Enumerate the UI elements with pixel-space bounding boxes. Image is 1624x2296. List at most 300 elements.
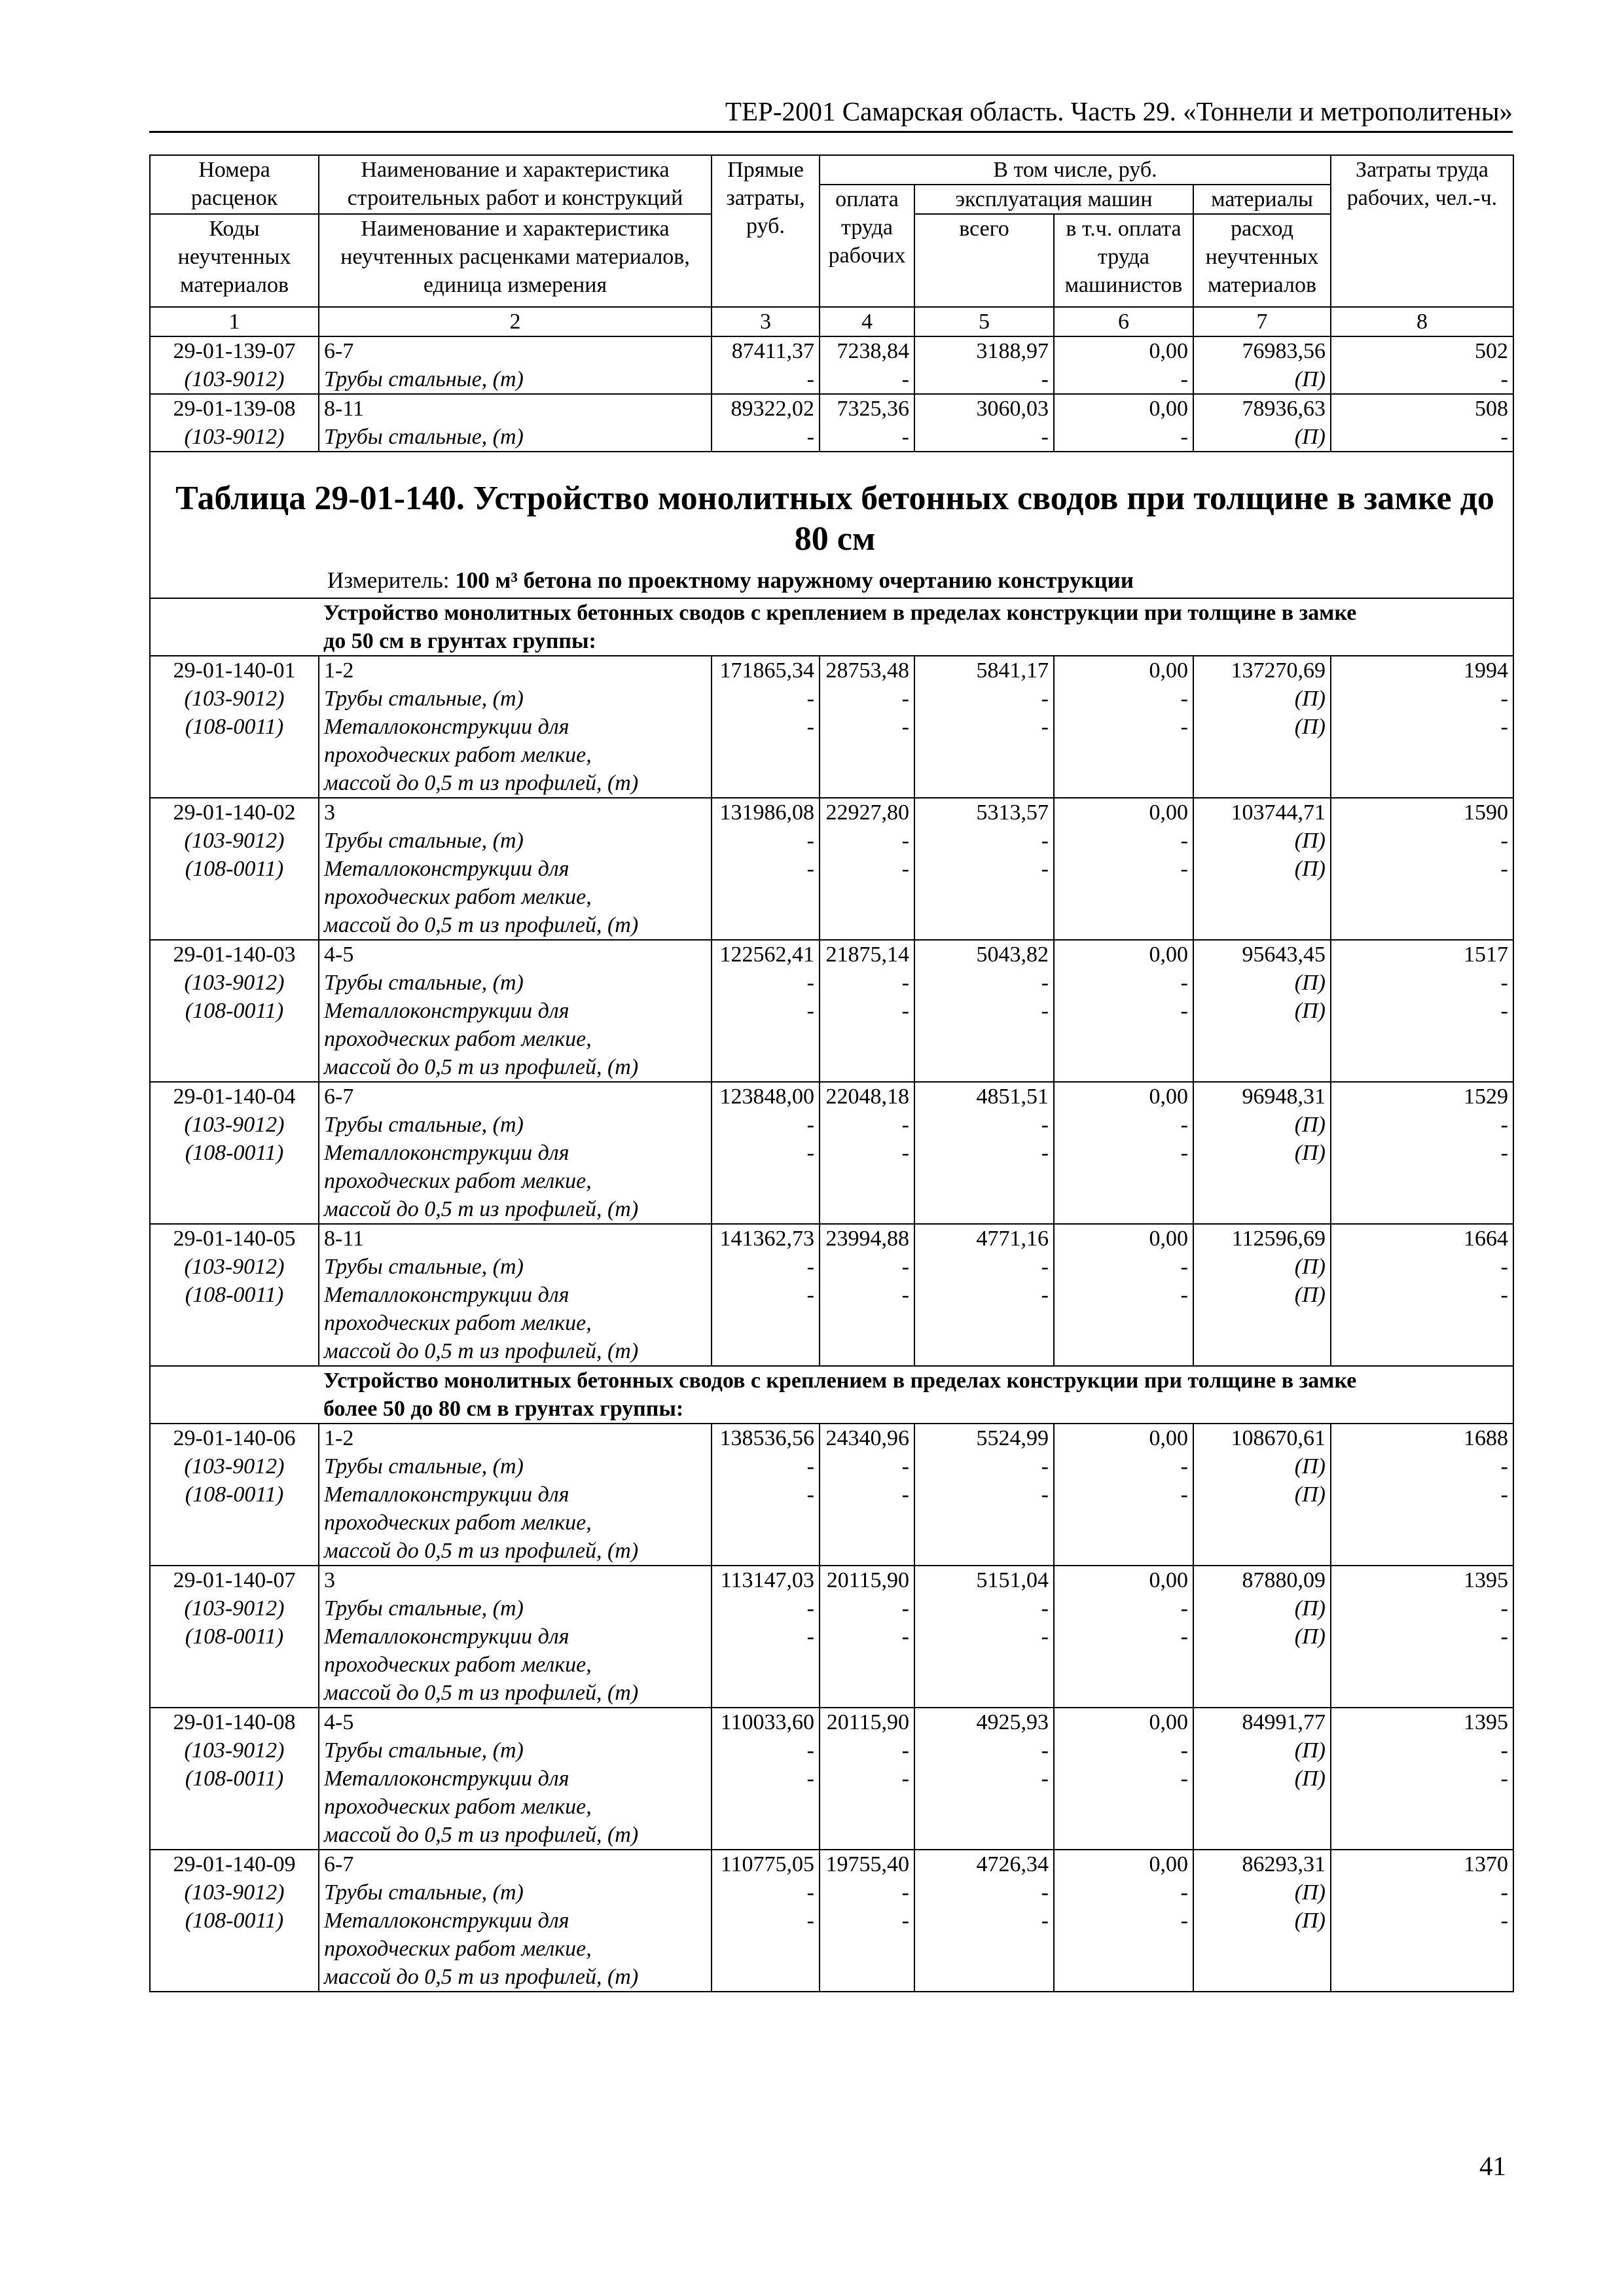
dash-placeholder: - (901, 1141, 909, 1165)
material-code: (103-9012) (184, 687, 285, 711)
materials-cell (1193, 798, 1331, 940)
table-title: Таблица 29-01-140. Устройство монолитных бетонных сводов при толщине в замке до 80 см (175, 480, 1494, 558)
spacer (155, 1679, 314, 1707)
rate-code: 29-01-140-06 (173, 1426, 296, 1450)
spacer (1199, 1821, 1326, 1849)
dash-placeholder: - (901, 425, 909, 449)
material-name-line: проходческих работ мелкие, (324, 1795, 592, 1819)
dash-placeholder: - (1041, 1482, 1049, 1507)
direct-costs-cell (712, 394, 820, 452)
rate-name: 4-5 (324, 942, 354, 967)
machines-wages: 0,00 (1149, 800, 1188, 825)
section-title-line: Устройство монолитных бетонных сводов с креплением в пределах конструкции при толщине в замке (323, 1369, 1357, 1393)
spacer (1059, 1651, 1188, 1679)
rate-name: 6-7 (324, 1085, 354, 1109)
material-name-line: Трубы стальные, (т) (324, 1596, 524, 1621)
column-number: 5 (914, 307, 1054, 336)
machines-wages-cell (1054, 940, 1193, 1082)
spacer (1059, 1793, 1188, 1821)
dash-placeholder: - (1041, 425, 1049, 449)
dash-placeholder: - (901, 1767, 909, 1791)
rate-name: 6-7 (324, 339, 354, 363)
spacer (825, 1167, 909, 1195)
dash-placeholder: - (1041, 999, 1049, 1023)
material-code: (108-0011) (185, 1283, 284, 1307)
spacer (1059, 741, 1188, 769)
measure-unit-value: 100 м³ бетона по проектному наружному очертанию конструкции (455, 567, 1134, 593)
dash-placeholder: - (901, 367, 909, 391)
dash-placeholder: - (901, 1113, 909, 1137)
spacer (155, 1309, 314, 1337)
page-header-text: ТЕР-2001 Самарская область. Часть 29. «Тоннели и метрополитены» (725, 96, 1513, 126)
section-title-line: Устройство монолитных бетонных сводов с креплением в пределах конструкции при толщине в замке (323, 601, 1357, 625)
spacer (1199, 741, 1326, 769)
spacer (920, 1337, 1049, 1365)
dash-placeholder: - (1500, 715, 1508, 739)
labor-cell (1331, 656, 1513, 798)
dash-placeholder: - (1180, 1738, 1188, 1763)
spacer (1199, 1195, 1326, 1223)
spacer (1059, 1821, 1188, 1849)
material-name-line: Металлоконструкции для (324, 1283, 569, 1307)
rate-row (150, 1224, 1513, 1366)
materials-cost: 95643,45 (1242, 942, 1326, 967)
rate-name: 1-2 (324, 1426, 354, 1450)
spacer (920, 1537, 1049, 1565)
labor-hours: 1395 (1464, 1710, 1508, 1734)
dash-placeholder: - (1180, 1767, 1188, 1791)
direct-costs-cell (712, 1224, 820, 1366)
labor-hours: 1590 (1464, 800, 1508, 825)
spacer (920, 1167, 1049, 1195)
machines-wages-cell (1054, 1224, 1193, 1366)
spacer (1336, 1025, 1508, 1053)
material-name-line: массой до 0,5 т из профилей, (т) (324, 1055, 639, 1079)
wages-cell (820, 1424, 914, 1566)
material-price-ref: (П) (1294, 1624, 1326, 1649)
wages: 21875,14 (825, 942, 909, 967)
dash-placeholder: - (1180, 971, 1188, 995)
direct-costs: 89322,02 (731, 397, 814, 421)
machines-total: 3060,03 (976, 397, 1049, 421)
dash-placeholder: - (806, 971, 814, 995)
dash-placeholder: - (1041, 715, 1049, 739)
direct-costs-cell (712, 940, 820, 1082)
spacer (1059, 883, 1188, 911)
machines-total-cell (914, 336, 1054, 394)
direct-costs: 131986,08 (719, 800, 814, 825)
machines-wages: 0,00 (1149, 1227, 1188, 1251)
spacer (155, 1167, 314, 1195)
dash-placeholder: - (1180, 1454, 1188, 1479)
section-title-cell (319, 1366, 1513, 1424)
machines-wages-cell (1054, 1566, 1193, 1708)
direct-costs-cell (712, 1424, 820, 1566)
wages-cell (820, 798, 914, 940)
section-title-cell (319, 598, 1513, 656)
machines-total: 5313,57 (976, 800, 1049, 825)
rate-row (150, 798, 1513, 940)
dash-placeholder: - (1180, 1596, 1188, 1621)
column-number: 6 (1054, 307, 1193, 336)
machines-wages: 0,00 (1149, 1426, 1188, 1450)
rate-name-cell (319, 798, 712, 940)
dash-placeholder: - (1500, 1909, 1508, 1933)
rate-row (150, 1708, 1513, 1850)
dash-placeholder: - (1180, 1283, 1188, 1307)
col-header-material-names: Наименование и характеристика неучтенных расценками материалов, единица измерения (319, 214, 712, 307)
material-name-line: проходческих работ мелкие, (324, 1169, 592, 1193)
dash-placeholder: - (1180, 715, 1188, 739)
dash-placeholder: - (1500, 1880, 1508, 1905)
material-price-ref: (П) (1294, 1909, 1326, 1933)
direct-costs-cell (712, 1566, 820, 1708)
machines-wages: 0,00 (1149, 397, 1188, 421)
measure-unit-label: Измеритель: (327, 567, 450, 593)
machines-wages-cell (1054, 1082, 1193, 1224)
spacer (825, 911, 909, 939)
dash-placeholder: - (901, 1255, 909, 1279)
rate-name-cell (319, 336, 712, 394)
section-title-line: более 50 до 80 см в грунтах группы: (323, 1397, 684, 1421)
labor-cell (1331, 1424, 1513, 1566)
material-price-ref: (П) (1294, 1738, 1326, 1763)
machines-total-cell (914, 798, 1054, 940)
material-name-line: проходческих работ мелкие, (324, 743, 592, 767)
spacer (155, 741, 314, 769)
materials-cost: 103744,71 (1231, 800, 1326, 825)
spacer (825, 1679, 909, 1707)
dash-placeholder: - (1041, 1738, 1049, 1763)
col-header-machines: эксплуатация машин (914, 185, 1193, 214)
direct-costs: 122562,41 (719, 942, 814, 967)
direct-costs: 138536,56 (719, 1426, 814, 1450)
materials-cell (1193, 1850, 1331, 1992)
dash-placeholder: - (1500, 1283, 1508, 1307)
spacer (920, 1679, 1049, 1707)
dash-placeholder: - (806, 1255, 814, 1279)
spacer (1199, 1793, 1326, 1821)
material-price-ref: (П) (1294, 1283, 1326, 1307)
material-name-line: Металлоконструкции для (324, 857, 569, 881)
material-price-ref: (П) (1294, 971, 1326, 995)
dash-placeholder: - (1041, 367, 1049, 391)
spacer (717, 1651, 814, 1679)
spacer (920, 1309, 1049, 1337)
dash-placeholder: - (1500, 1255, 1508, 1279)
rate-name: 3 (324, 800, 335, 825)
spacer (717, 741, 814, 769)
labor-hours: 502 (1475, 339, 1508, 363)
spacer (1336, 1821, 1508, 1849)
spacer (1059, 1337, 1188, 1365)
material-code: (103-9012) (184, 1596, 285, 1621)
dash-placeholder: - (806, 1909, 814, 1933)
spacer (1336, 1793, 1508, 1821)
spacer (155, 1509, 314, 1537)
material-name-line: проходческих работ мелкие, (324, 1653, 592, 1677)
dash-placeholder: - (1500, 857, 1508, 881)
rate-code: 29-01-140-05 (173, 1227, 296, 1251)
material-name-line: Трубы стальные, (т) (324, 829, 524, 853)
material-name-line: проходческих работ мелкие, (324, 1027, 592, 1051)
spacer (825, 1053, 909, 1081)
spacer (1336, 1053, 1508, 1081)
col-header-direct-costs: Прямые затраты, руб. (712, 155, 820, 307)
section-title-line: до 50 см в грунтах группы: (323, 629, 596, 653)
wages-cell (820, 1566, 914, 1708)
dash-placeholder: - (1500, 1482, 1508, 1507)
spacer (155, 1337, 314, 1365)
dash-placeholder: - (1500, 687, 1508, 711)
column-number: 4 (820, 307, 914, 336)
material-code: (103-9012) (184, 1880, 285, 1905)
machines-wages: 0,00 (1149, 1852, 1188, 1876)
wages: 24340,96 (825, 1426, 909, 1450)
spacer (1336, 1309, 1508, 1337)
measure-unit (164, 566, 1506, 598)
wages: 19755,40 (825, 1852, 909, 1876)
rate-name-cell (319, 1708, 712, 1850)
dash-placeholder: - (806, 1738, 814, 1763)
rate-code: 29-01-140-03 (173, 942, 296, 967)
wages-cell (820, 940, 914, 1082)
material-code: (108-0011) (185, 1624, 284, 1649)
dash-placeholder: - (806, 829, 814, 853)
dash-placeholder: - (1500, 1738, 1508, 1763)
rate-row (150, 1424, 1513, 1566)
dash-placeholder: - (901, 1624, 909, 1649)
rate-code: 29-01-139-07 (173, 339, 296, 363)
material-price-ref: (П) (1294, 1454, 1326, 1479)
machines-total: 3188,97 (976, 339, 1049, 363)
rate-code: 29-01-140-07 (173, 1568, 296, 1592)
spacer (1336, 1195, 1508, 1223)
spacer (920, 1025, 1049, 1053)
dash-placeholder: - (901, 1482, 909, 1507)
labor-cell (1331, 1224, 1513, 1366)
material-price-ref: (П) (1294, 367, 1326, 391)
material-name-line: Металлоконструкции для (324, 1141, 569, 1165)
wages-cell (820, 1708, 914, 1850)
col-header-machines-total: всего (914, 214, 1054, 307)
dash-placeholder: - (806, 1113, 814, 1137)
spacer (1199, 1963, 1326, 1991)
rate-name: 8-11 (324, 397, 365, 421)
material-price-ref: (П) (1294, 1482, 1326, 1507)
materials-cell (1193, 940, 1331, 1082)
spacer (155, 1963, 314, 1991)
machines-total: 5841,17 (976, 658, 1049, 683)
rate-name-cell (319, 1850, 712, 1992)
spacer (717, 1053, 814, 1081)
rate-code-cell (150, 1224, 319, 1366)
machines-total-cell (914, 940, 1054, 1082)
materials-cell (1193, 1708, 1331, 1850)
wages-cell (820, 1082, 914, 1224)
spacer (1059, 1167, 1188, 1195)
section-title-row (150, 1366, 1513, 1424)
column-number: 2 (319, 307, 712, 336)
rate-code-cell (150, 1708, 319, 1850)
rate-name-cell (319, 1424, 712, 1566)
dash-placeholder: - (1041, 1255, 1049, 1279)
spacer (1336, 1651, 1508, 1679)
rates-table (149, 154, 1514, 1992)
material-name-line: Металлоконструкции для (324, 715, 569, 739)
labor-hours: 1370 (1464, 1852, 1508, 1876)
material-name-line: Трубы стальные, (т) (324, 367, 524, 391)
spacer (1059, 1537, 1188, 1565)
material-name-line: массой до 0,5 т из профилей, (т) (324, 771, 639, 795)
direct-costs-cell (712, 1708, 820, 1850)
spacer (825, 1935, 909, 1963)
dash-placeholder: - (806, 425, 814, 449)
dash-placeholder: - (1041, 1767, 1049, 1791)
labor-cell (1331, 1566, 1513, 1708)
spacer (1059, 1195, 1188, 1223)
dash-placeholder: - (901, 1738, 909, 1763)
spacer (1336, 1167, 1508, 1195)
material-name-line: проходческих работ мелкие, (324, 1511, 592, 1535)
spacer (825, 1025, 909, 1053)
materials-cell (1193, 656, 1331, 798)
machines-wages: 0,00 (1149, 942, 1188, 967)
dash-placeholder: - (806, 1283, 814, 1307)
material-name-line: массой до 0,5 т из профилей, (т) (324, 1823, 639, 1847)
spacer (920, 1195, 1049, 1223)
material-code: (103-9012) (184, 971, 285, 995)
spacer (155, 1821, 314, 1849)
labor-cell (1331, 1082, 1513, 1224)
dash-placeholder: - (1180, 1624, 1188, 1649)
rate-row (150, 1850, 1513, 1992)
spacer (825, 741, 909, 769)
dash-placeholder: - (806, 687, 814, 711)
machines-total-cell (914, 1566, 1054, 1708)
spacer (1199, 769, 1326, 797)
rate-name-cell (319, 394, 712, 452)
wages: 22048,18 (825, 1085, 909, 1109)
direct-costs-cell (712, 1850, 820, 1992)
page-header (149, 90, 1513, 133)
dash-placeholder: - (901, 829, 909, 853)
dash-placeholder: - (901, 999, 909, 1023)
dash-placeholder: - (1180, 999, 1188, 1023)
material-price-ref: (П) (1294, 1596, 1326, 1621)
dash-placeholder: - (1041, 1909, 1049, 1933)
labor-cell (1331, 1850, 1513, 1992)
wages: 28753,48 (825, 658, 909, 683)
spacer (1336, 883, 1508, 911)
direct-costs-cell (712, 336, 820, 394)
rate-code: 29-01-140-01 (173, 658, 296, 683)
dash-placeholder: - (1500, 829, 1508, 853)
material-price-ref: (П) (1294, 687, 1326, 711)
spacer (1199, 1935, 1326, 1963)
dash-placeholder: - (1180, 1880, 1188, 1905)
spacer (717, 769, 814, 797)
material-code: (103-9012) (184, 1454, 285, 1479)
spacer (1059, 1679, 1188, 1707)
material-price-ref: (П) (1294, 857, 1326, 881)
spacer (717, 1537, 814, 1565)
dash-placeholder: - (806, 1624, 814, 1649)
dash-placeholder: - (806, 1880, 814, 1905)
col-header-labor: Затраты труда рабочих, чел.-ч. (1331, 155, 1513, 307)
material-name-line: Трубы стальные, (т) (324, 1255, 524, 1279)
machines-total: 4925,93 (976, 1710, 1049, 1734)
spacer (1336, 1509, 1508, 1537)
machines-total: 5151,04 (976, 1568, 1049, 1592)
machines-total: 4851,51 (976, 1085, 1049, 1109)
material-name-line: проходческих работ мелкие, (324, 1311, 592, 1335)
dash-placeholder: - (806, 1141, 814, 1165)
rate-code-cell (150, 940, 319, 1082)
dash-placeholder: - (1041, 857, 1049, 881)
wages: 20115,90 (826, 1710, 909, 1734)
dash-placeholder: - (1500, 1624, 1508, 1649)
machines-wages-cell (1054, 1708, 1193, 1850)
spacer (155, 1651, 314, 1679)
spacer (825, 769, 909, 797)
dash-placeholder: - (1041, 1454, 1049, 1479)
rate-name: 3 (324, 1568, 335, 1592)
material-name-line: Трубы стальные, (т) (324, 1454, 524, 1479)
labor-cell (1331, 1708, 1513, 1850)
spacer (1336, 1935, 1508, 1963)
direct-costs: 123848,00 (719, 1085, 814, 1109)
machines-total: 5524,99 (976, 1426, 1049, 1450)
dash-placeholder: - (806, 715, 814, 739)
material-name-line: массой до 0,5 т из профилей, (т) (324, 1681, 639, 1705)
labor-cell (1331, 940, 1513, 1082)
rate-name-cell (319, 940, 712, 1082)
material-name-line: массой до 0,5 т из профилей, (т) (324, 1339, 639, 1363)
spacer (717, 1025, 814, 1053)
spacer (1199, 1537, 1326, 1565)
rate-code: 29-01-140-02 (173, 800, 296, 825)
spacer (717, 1309, 814, 1337)
spacer (920, 1509, 1049, 1537)
spacer (825, 883, 909, 911)
col-header-wages: оплата труда рабочих (820, 185, 914, 307)
column-number: 8 (1331, 307, 1513, 336)
col-header-work-name: Наименование и характеристика строительных работ и конструкций (319, 155, 712, 214)
rate-name: 4-5 (324, 1710, 354, 1734)
spacer (825, 1821, 909, 1849)
dash-placeholder: - (901, 715, 909, 739)
spacer (155, 1537, 314, 1565)
materials-cell (1193, 1082, 1331, 1224)
dash-placeholder: - (806, 999, 814, 1023)
material-code: (103-9012) (184, 367, 285, 391)
spacer (1059, 1053, 1188, 1081)
dash-placeholder: - (901, 1880, 909, 1905)
dash-placeholder: - (1180, 1482, 1188, 1507)
material-price-ref: (П) (1294, 999, 1326, 1023)
rate-row (150, 656, 1513, 798)
direct-costs: 87411,37 (731, 339, 814, 363)
dash-placeholder: - (1500, 971, 1508, 995)
dash-placeholder: - (806, 1454, 814, 1479)
spacer (825, 1195, 909, 1223)
rate-code-cell (150, 1424, 319, 1566)
spacer (717, 1793, 814, 1821)
dash-placeholder: - (1041, 687, 1049, 711)
material-code: (108-0011) (185, 999, 284, 1023)
dash-placeholder: - (901, 857, 909, 881)
